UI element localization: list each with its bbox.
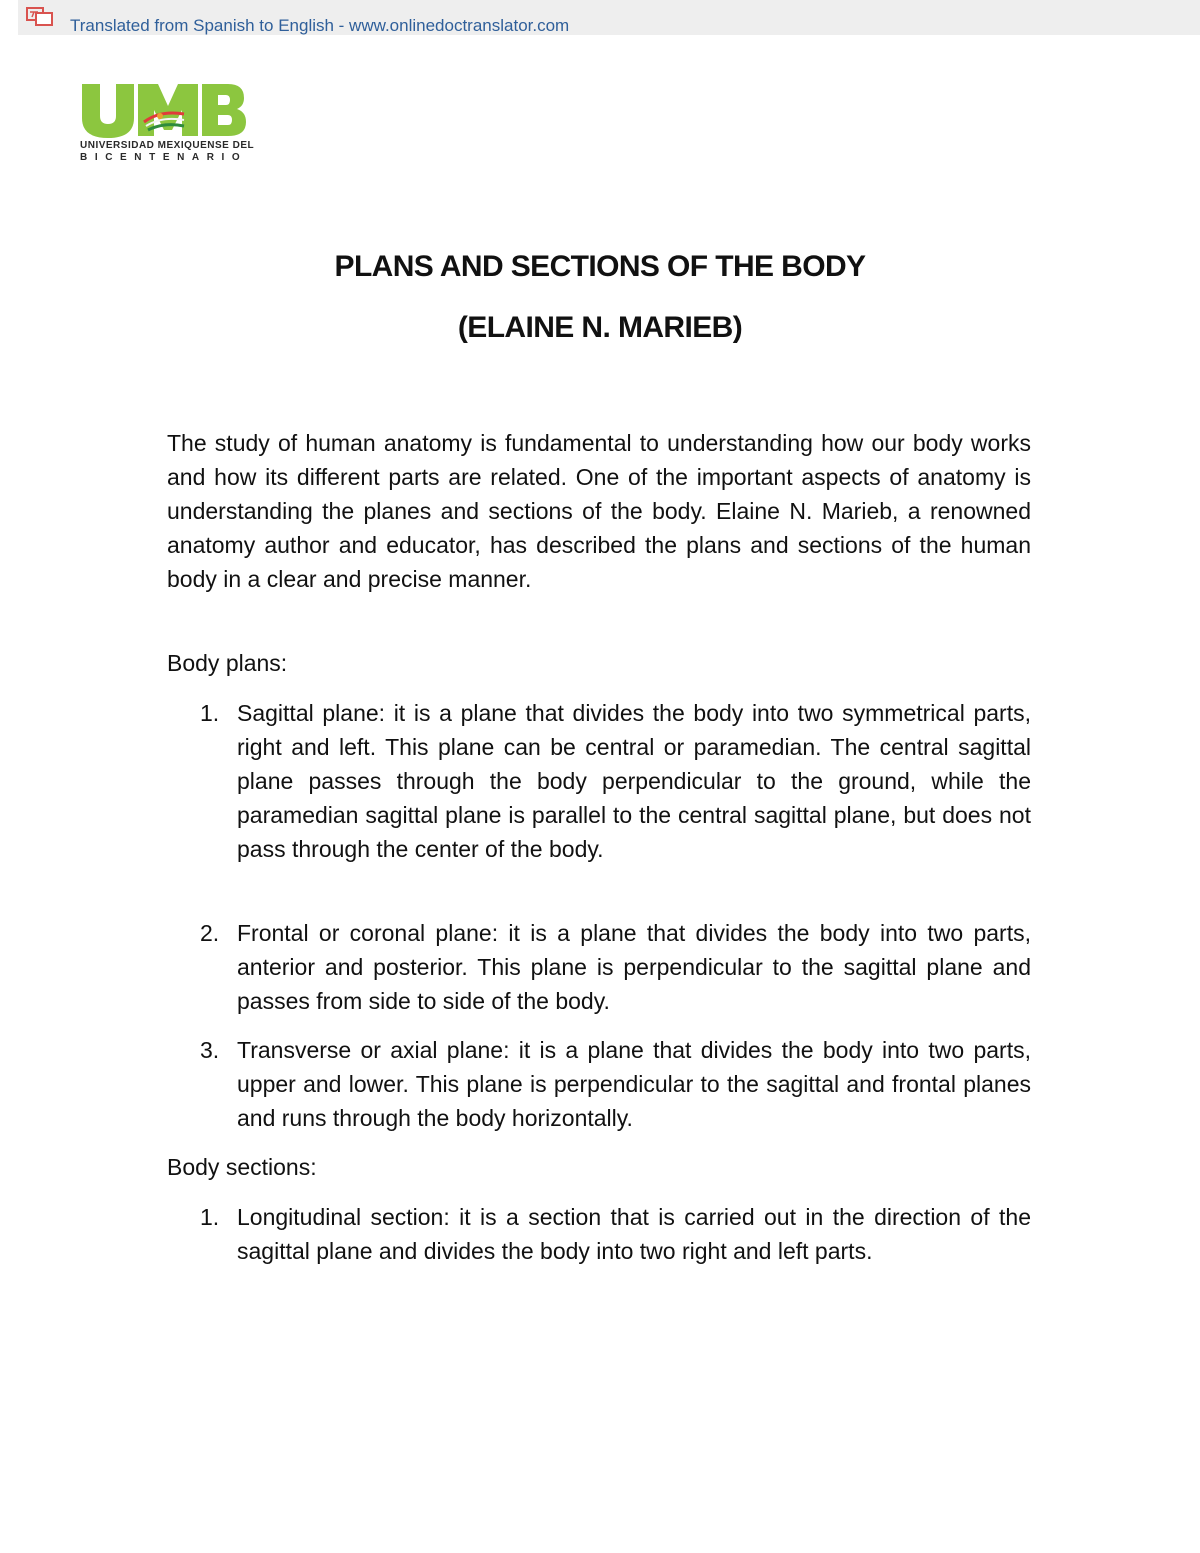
list-number: 2. — [200, 920, 220, 946]
list-item — [200, 916, 1031, 1018]
logo-text-line2: BICENTENARIO — [80, 152, 248, 163]
list-item-text: Frontal or coronal plane: it is a plane that divides the body into two parts, anterior and posterior. This plane is perpendicular to the sagittal plane and passes from side to side of the body. — [237, 920, 1031, 1014]
list-number: 1. — [200, 700, 220, 726]
list-item-text: Longitudinal section: it is a section that is carried out in the direction of the sagittal plane and divides the body into two right and left parts. — [237, 1204, 1031, 1264]
intro-paragraph: The study of human anatomy is fundamental to understanding how our body works and how its different parts are related. One of the important aspects of anatomy is understanding the planes and sections of the body. Elaine N. Marieb, a renowned anatomy author and educator, has described the plans and sections of the human body in a clear and precise manner. — [167, 430, 1031, 592]
umb-logo-mark — [80, 80, 246, 138]
document-subtitle: (ELAINE N. MARIEB) — [457, 311, 743, 344]
list-item — [200, 1033, 1031, 1135]
list-item-text: Transverse or axial plane: it is a plane that divides the body into two parts, upper and lower. This plane is perpendicular to the sagittal and frontal planes and runs through the body horizontally. — [237, 1037, 1031, 1131]
logo-text-line1: UNIVERSIDAD MEXIQUENSE DEL — [80, 140, 255, 151]
list-item — [200, 696, 1031, 866]
list-item — [200, 1200, 1031, 1268]
list-item-text: Sagittal plane: it is a plane that divides the body into two symmetrical parts, right and left. This plane can be central or paramedian. The central sagittal plane passes through the body perpendicular to the ground, while the paramedian sagittal plane is parallel to the central sagittal plane, but does not pass through the center of the body. — [237, 700, 1031, 862]
translation-banner[interactable] — [18, 0, 1200, 35]
body-plans-heading: Body plans: — [167, 650, 288, 676]
list-number: 1. — [200, 1204, 220, 1230]
document-title: PLANS AND SECTIONS OF THE BODY — [334, 250, 866, 283]
body-sections-heading: Body sections: — [167, 1154, 317, 1180]
translate-icon — [26, 6, 54, 28]
translation-link[interactable]: Translated from Spanish to English - www.onlinedoctranslator.com — [70, 16, 570, 35]
university-logo — [80, 80, 255, 166]
list-number: 3. — [200, 1037, 220, 1063]
